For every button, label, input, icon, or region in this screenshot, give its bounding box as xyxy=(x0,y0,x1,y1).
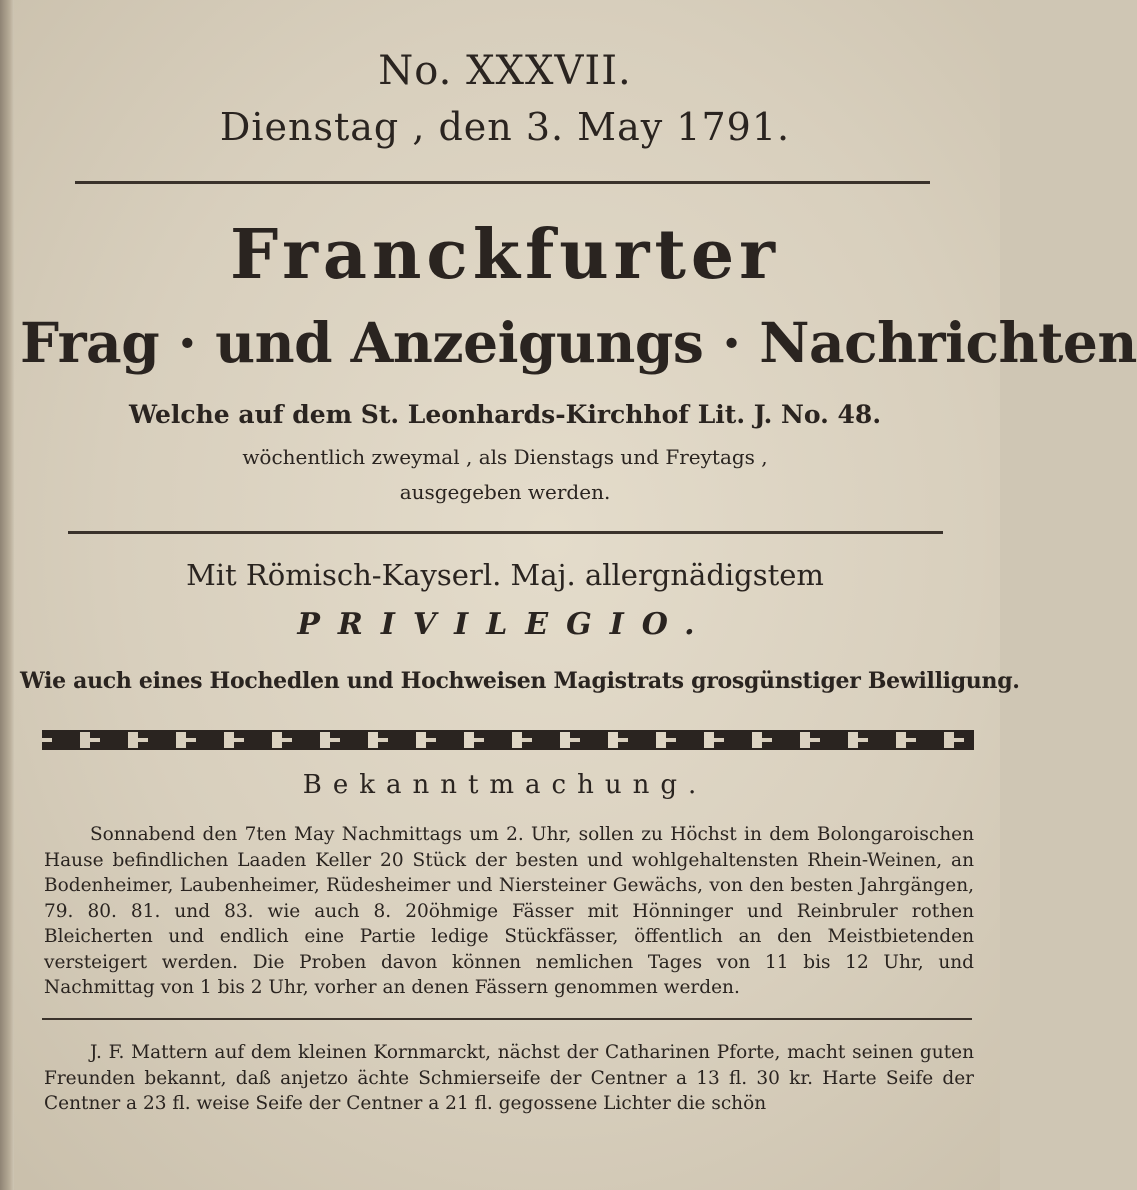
privilege-line-2: PRIVILEGIO. xyxy=(297,607,713,642)
subtitle-schedule: wöchentlich zweymal , als Dienstags und Freytags , xyxy=(242,445,768,469)
divider-rule xyxy=(68,531,943,534)
announcement-heading: Bekanntmachung. xyxy=(302,770,708,800)
subtitle-published: ausgegeben werden. xyxy=(399,480,611,504)
divider-rule xyxy=(42,1018,972,1020)
issue-number: No. XXXVII. xyxy=(378,48,632,94)
privilege-line-3: Wie auch eines Hochedlen und Hochweisen Magistrats grosgünstiger Bewilligung. xyxy=(20,668,1020,694)
subtitle-address: Welche auf dem St. Leonhards-Kirchhof Lit. J. No. 48. xyxy=(128,400,882,429)
notice-text: J. F. Mattern auf dem kleinen Kornmarckt, nächst der Catharinen Pforte, macht seinen guten Freunden bekannt, daß anjetzo ächte Schmierseife der Centner a 13 fl. 30 kr. Harte Seife der Centner a 23 fl. weise Seife der Centner a 21 fl. gegossene Lichter die schön xyxy=(44,1042,974,1114)
divider-rule xyxy=(75,181,930,184)
page-binding-shadow xyxy=(0,0,14,1190)
announcement-text: Sonnabend den 7ten May Nachmittags um 2. Uhr, sollen zu Höchst in dem Bolongaroischen Hause befindlichen Laaden Keller 20 Stück der besten und wohlgehaltensten Rhein-Weinen, an Bodenheimer, Laubenheimer, Rüdesheimer und Niersteiner Gewächs, von den besten Jahrgängen, 79. 80. 81. und 83. wie auch 8. 20öhmige Fässer mit Hönninger und Reinbruler rothen Bleicherten und endlich eine Partie ledige Stückfässer, öffentlich an den Meistbietenden versteigert werden. Die Proben davon können nemlichen Tages von 11 bis 12 Uhr, und Nachmittag von 1 bis 2 Uhr, vorher an denen Fässern genommen werden. xyxy=(44,824,974,998)
ornamental-border xyxy=(42,730,974,750)
issue-date: Dienstag , den 3. May 1791. xyxy=(219,105,791,149)
title-line-2: Frag · und Anzeigungs · Nachrichten xyxy=(20,310,1137,375)
title-line-1: Franckfurter xyxy=(230,215,780,295)
privilege-line-1: Mit Römisch-Kayserl. Maj. allergnädigstem xyxy=(186,558,824,592)
